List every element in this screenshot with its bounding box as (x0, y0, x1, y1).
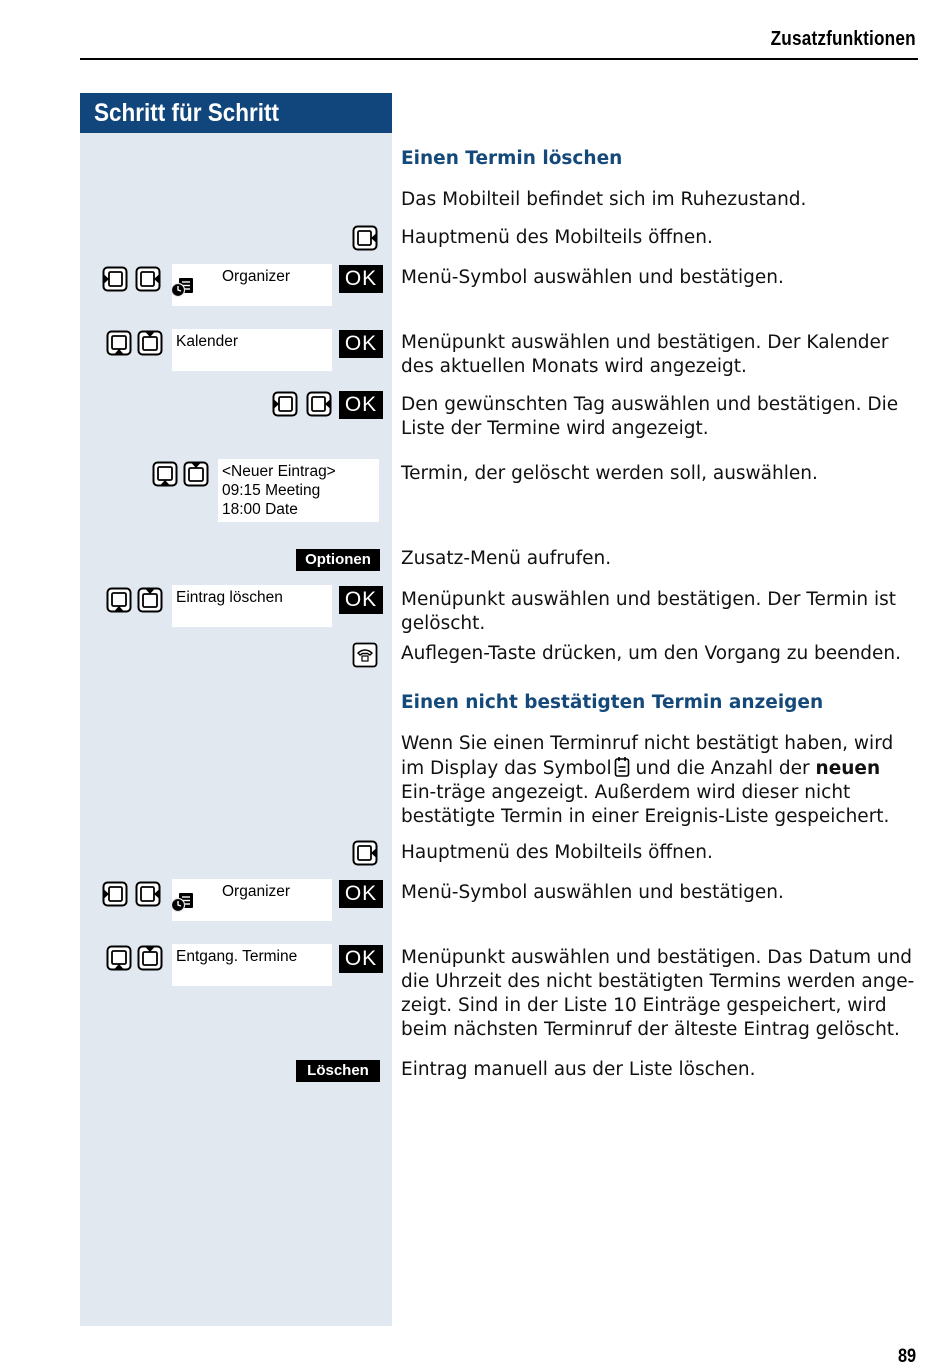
display-list-item: 18:00 Date (222, 501, 298, 518)
page-number: 89 (897, 1346, 916, 1367)
display-text: Organizer (222, 268, 291, 285)
display-entgangene-termine: Entgang. Termine (172, 944, 332, 986)
step-text: Termin, der gelöscht werden soll, auswählen. (401, 463, 818, 484)
sidebar-title (80, 93, 392, 133)
control-key-down-icon[interactable] (106, 330, 132, 356)
running-header: Zusatzfunktionen (770, 28, 916, 50)
display-kalender: Kalender (172, 329, 332, 371)
step-column (80, 133, 392, 1326)
section-intro (401, 732, 921, 829)
ok-softkey[interactable]: OK (339, 880, 383, 908)
control-key-right-icon[interactable] (352, 225, 378, 251)
section-intro: Das Mobilteil befindet sich im Ruhezustand. (401, 189, 807, 210)
display-organizer (172, 264, 332, 306)
ok-softkey[interactable]: OK (339, 391, 383, 419)
control-key-up-icon[interactable] (183, 461, 209, 487)
header-divider (80, 58, 918, 60)
display-list-item: 09:15 Meeting (222, 482, 321, 499)
control-key-left-icon[interactable] (102, 266, 128, 292)
step-text: Menüpunkt auswählen und bestätigen. Der Kalender des aktuellen Monats wird angezeigt. (401, 332, 889, 377)
ok-softkey[interactable]: OK (339, 945, 383, 973)
step-text: Menüpunkt auswählen und bestätigen. Der Termin ist gelöscht. (401, 589, 897, 634)
display-organizer (172, 879, 332, 921)
step-text: Menü-Symbol auswählen und bestätigen. (401, 882, 784, 903)
step-text: Zusatz-Menü aufrufen. (401, 548, 612, 569)
step-text: Eintrag manuell aus der Liste löschen. (401, 1059, 756, 1080)
control-key-down-icon[interactable] (106, 945, 132, 971)
intro-text: und die Anzahl der (635, 758, 810, 779)
display-text: Organizer (222, 883, 291, 900)
display-appointment-list (218, 459, 379, 522)
control-key-right-icon[interactable] (306, 391, 332, 417)
ok-softkey[interactable]: OK (339, 586, 383, 614)
intro-text: Wenn Sie einen Terminruf nicht bestätigt haben, wird im Display das Symbol (401, 733, 894, 779)
optionen-softkey[interactable]: Optionen (296, 549, 380, 571)
appointment-symbol-icon (614, 756, 630, 778)
control-key-up-icon[interactable] (137, 330, 163, 356)
intro-text: Ein-träge angezeigt. Außerdem wird dieser nicht bestätigte Termin in einer Ereignis-Liste gespeichert. (401, 782, 890, 827)
control-key-right-icon[interactable] (352, 840, 378, 866)
organizer-icon (170, 272, 196, 298)
organizer-icon (170, 887, 196, 913)
section-heading-delete: Einen Termin löschen (401, 148, 623, 169)
step-text: Den gewünschten Tag auswählen und bestätigen. Die Liste der Termine wird angezeigt. (401, 394, 899, 439)
sidebar-title-text: Schritt für Schritt (94, 99, 280, 127)
step-text: Hauptmenü des Mobilteils öffnen. (401, 842, 713, 863)
step-text: Menüpunkt auswählen und bestätigen. Das Datum und die Uhrzeit des nicht bestätigten Termins werden ange-zeigt. Sind in der Liste 10 Einträge gespeichert, wird beim nächsten Terminruf der älteste Eintrag gelöscht. (401, 947, 915, 1040)
intro-bold: neuen (815, 758, 881, 779)
display-eintrag-loeschen: Eintrag löschen (172, 585, 332, 627)
step-text: Menü-Symbol auswählen und bestätigen. (401, 267, 784, 288)
ok-softkey[interactable]: OK (339, 330, 383, 358)
control-key-down-icon[interactable] (152, 461, 178, 487)
ok-softkey[interactable]: OK (339, 265, 383, 293)
control-key-right-icon[interactable] (135, 266, 161, 292)
control-key-up-icon[interactable] (137, 945, 163, 971)
control-key-right-icon[interactable] (135, 881, 161, 907)
control-key-left-icon[interactable] (102, 881, 128, 907)
control-key-left-icon[interactable] (272, 391, 298, 417)
display-list-item: <Neuer Eintrag> (222, 463, 336, 480)
end-call-key-icon[interactable] (352, 642, 378, 668)
step-text: Hauptmenü des Mobilteils öffnen. (401, 227, 713, 248)
section-heading-missed: Einen nicht bestätigten Termin anzeigen (401, 692, 824, 713)
control-key-up-icon[interactable] (137, 587, 163, 613)
step-text: Auflegen-Taste drücken, um den Vorgang zu beenden. (401, 643, 902, 664)
loeschen-softkey[interactable]: Löschen (296, 1060, 380, 1082)
control-key-down-icon[interactable] (106, 587, 132, 613)
